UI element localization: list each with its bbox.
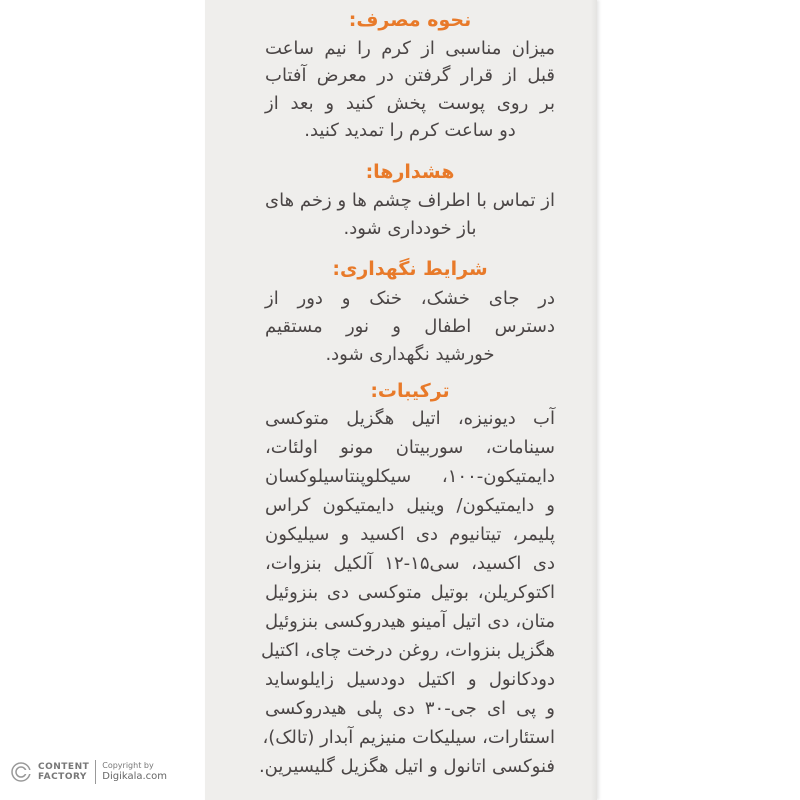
watermark (10, 760, 167, 784)
ingredients-line: سینامات، سوربیتان مونو اولئات، (265, 437, 555, 458)
warnings-heading: هشدارها: (365, 161, 455, 183)
brand-name (38, 762, 89, 782)
ingredients-line: اکتوکریلن، بوتیل متوکسی دی بنزوئیل (265, 582, 555, 603)
ingredients-line: پلیمر، تیتانیوم دی اکسید و سیلیکون (265, 524, 555, 545)
warnings-line: باز خودداری شود. (343, 218, 477, 239)
storage-line: در جای خشک، خنک و دور از (265, 288, 555, 309)
warnings-line: از تماس با اطراف چشم ها و زخم های (265, 190, 555, 211)
ingredients-heading: ترکیبات: (370, 380, 450, 402)
ingredients-line: دودکانول و اکتیل دودسیل زایلوساید (265, 669, 555, 690)
ingredients-line: متان، دی اتیل آمینو هیدروکسی بنزوئیل (265, 611, 555, 632)
ingredients-line: و پی ای جی-۳۰ دی پلی هیدروکسی (265, 698, 555, 719)
ingredients-line: دی اکسید، سی۱۵-۱۲ آلکیل بنزوات، (265, 553, 555, 574)
copyright-text: Copyright by (102, 761, 154, 770)
storage-line: دسترس اطفال و نور مستقیم (265, 316, 555, 337)
site-name: Digikala.com (102, 771, 168, 782)
storage-heading: شرایط نگهداری: (332, 258, 488, 280)
brand-line-1: CONTENT (38, 762, 90, 772)
usage-line: دو ساعت کرم را تمدید کنید. (304, 120, 516, 141)
storage-line: خورشید نگهداری شود. (325, 344, 495, 365)
divider (95, 760, 96, 784)
usage-line: قبل از قرار گرفتن در معرض آفتاب (265, 65, 555, 86)
usage-line: بر روی پوست پخش کنید و بعد از (265, 93, 555, 114)
ingredients-line: و دایمتیکون/ وینیل دایمتیکون کراس (265, 495, 555, 516)
content-factory-logo-icon (10, 761, 32, 783)
usage-line: میزان مناسبی از کرم را نیم ساعت (265, 38, 555, 59)
ingredients-line: استئارات، سیلیکات منیزیم آبدار (تالک)، (262, 727, 555, 748)
ingredients-line: دایمتیکون-۱۰۰، سیکلوپنتاسیلوکسان (265, 466, 555, 487)
ingredients-line: هگزیل بنزوات، روغن درخت چای، اکتیل (260, 640, 555, 661)
usage-heading: نحوه مصرف: (348, 9, 472, 31)
brand-line-2: FACTORY (38, 772, 87, 782)
ingredients-line: آب دیونیزه، اتیل هگزیل متوکسی (265, 408, 555, 429)
ingredients-line: فنوکسی اتانول و اتیل هگزیل گلیسیرین. (258, 756, 555, 777)
